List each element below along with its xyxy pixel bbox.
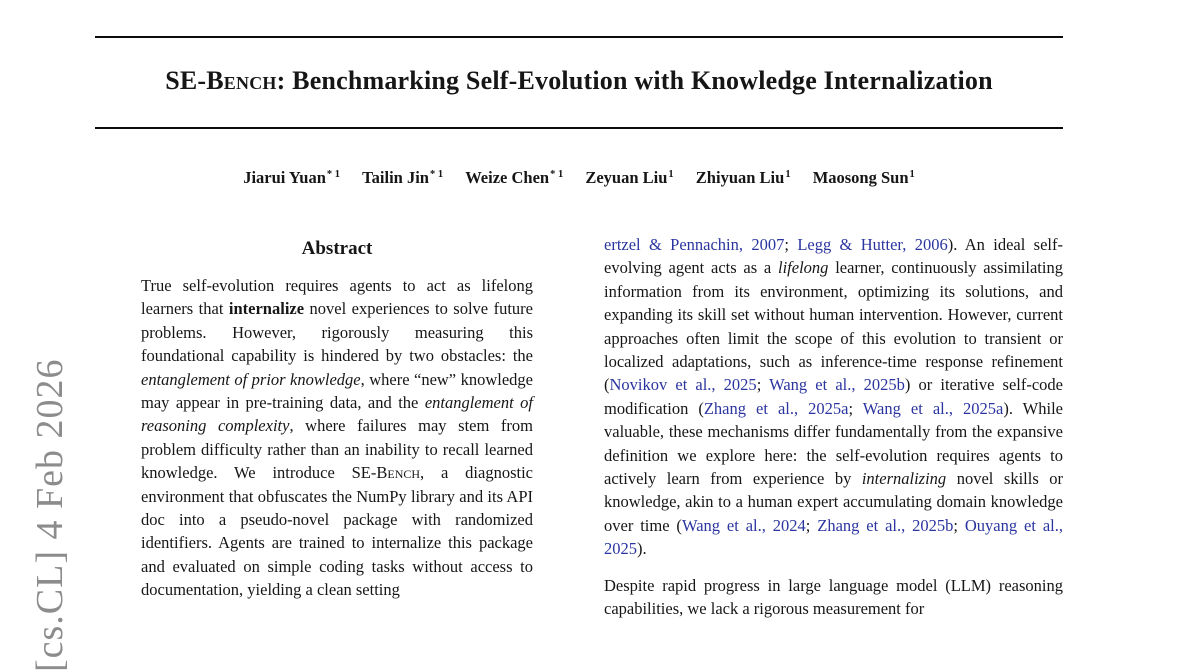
text-segment: ; <box>953 515 965 535</box>
text-segment: ; <box>756 375 770 395</box>
text-segment: internalizing <box>861 469 947 489</box>
text-segment: learner, continuously assimilating information from its environment, optimizing its solutions, and expanding its skill set without human intervention. However, current approaches often limit the scope of this evolution to transient or localized adaptations, such as inference-time response refinement ( <box>604 258 1063 395</box>
text-segment: novel experiences to solve future problems. However, rigorously measuring this foundational capability is hindered by two obstacles: the <box>141 299 533 366</box>
citation-link[interactable]: ertzel & Pennachin, 2007 <box>604 235 785 254</box>
text-segment: Benchmarking Self-Evolution with Knowledge Internalization <box>285 66 993 95</box>
right-column <box>604 233 1063 621</box>
citation-link[interactable]: Wang et al., 2024 <box>681 515 806 535</box>
text-segment: internalize <box>228 299 305 319</box>
author-name: Weize Chen <box>465 168 550 187</box>
citation-link[interactable]: Novikov et al., 2025 <box>609 375 757 395</box>
text-segment: SE-Bench: <box>165 66 286 95</box>
text-segment: ). While valuable, these mechanisms differ fundamentally from the expansive definition we explore here: the self-evolution requires agents to actively learn from experience by <box>604 398 1063 489</box>
author-affiliation-sup: 1 <box>668 168 674 180</box>
author-affiliation-sup: 1 <box>909 168 915 180</box>
intro-paragraph-continued <box>604 233 1063 561</box>
title-rule-bottom <box>95 127 1063 129</box>
text-segment: ) or iterative self-code modification ( <box>604 375 1063 418</box>
text-segment: ; <box>784 235 798 254</box>
author-affiliation-sup: * 1 <box>429 168 444 180</box>
citation-link[interactable]: Wang et al., 2025b <box>769 375 905 395</box>
paper-title <box>95 66 1063 96</box>
citation-link[interactable]: Legg & Hutter, 2006 <box>797 235 948 254</box>
author-name: Tailin Jin <box>362 168 429 187</box>
author <box>243 168 340 188</box>
author-affiliation-sup: 1 <box>785 168 791 180</box>
author-affiliation-sup: * 1 <box>550 168 564 180</box>
text-segment: ). An ideal self-evolving agent acts as a <box>604 235 1063 278</box>
text-segment: entanglement of reasoning complexity <box>141 393 533 436</box>
author <box>813 168 915 188</box>
author <box>585 168 673 188</box>
citation-link[interactable]: Wang et al., 2025a <box>862 398 1004 418</box>
text-segment: , where “new” knowledge may appear in pre-training data, and the <box>141 369 533 413</box>
text-segment: ; <box>848 398 863 418</box>
abstract-heading: Abstract <box>301 238 373 259</box>
text-segment: entanglement of prior knowledge <box>141 369 361 389</box>
abstract-paragraph <box>141 274 533 602</box>
text-segment: SE-Bench <box>351 463 421 483</box>
abstract-section <box>141 238 533 602</box>
author <box>696 168 791 188</box>
author-name: Zeyuan Liu <box>585 168 668 187</box>
author-line <box>95 168 1063 188</box>
author-name: Zhiyuan Liu <box>695 168 785 187</box>
text-segment: ). <box>637 539 647 559</box>
text-segment: ; <box>805 515 818 535</box>
text-segment: lifelong <box>778 258 829 278</box>
citation-link[interactable]: Zhang et al., 2025a <box>703 398 849 418</box>
text-segment: , a diagnostic environment that obfuscates the NumPy library and its API doc into a pseudo-novel package with randomized identifiers. Agents are trained to internalize this package and evaluated on simple coding tasks without access to documentation, yielding a clean setting <box>141 463 533 600</box>
citation-link[interactable]: Zhang et al., 2025b <box>817 515 954 535</box>
text-segment: novel skills or knowledge, akin to a human expert accumulating domain knowledge over time ( <box>604 469 1064 535</box>
text-segment: Despite rapid progress in large language model (LLM) reasoning capabilities, we lack a rigorous measurement for <box>604 575 1063 619</box>
author <box>362 168 443 188</box>
author-name: Jiarui Yuan <box>243 168 326 187</box>
arxiv-stamp: [cs.CL] 4 Feb 2026 <box>29 358 71 672</box>
text-segment: True self-evolution requires agents to act as lifelong learners that <box>141 276 533 319</box>
author <box>465 168 563 188</box>
title-rule-top <box>95 36 1063 38</box>
text-segment: , where failures may stem from problem difficulty rather than an inability to recall learned knowledge. We introduce <box>141 416 533 483</box>
intro-paragraph-2 <box>604 574 1063 621</box>
author-name: Maosong Sun <box>812 168 909 187</box>
citation-link[interactable]: Ouyang et al., 2025 <box>604 515 1063 559</box>
author-affiliation-sup: * 1 <box>326 168 341 180</box>
